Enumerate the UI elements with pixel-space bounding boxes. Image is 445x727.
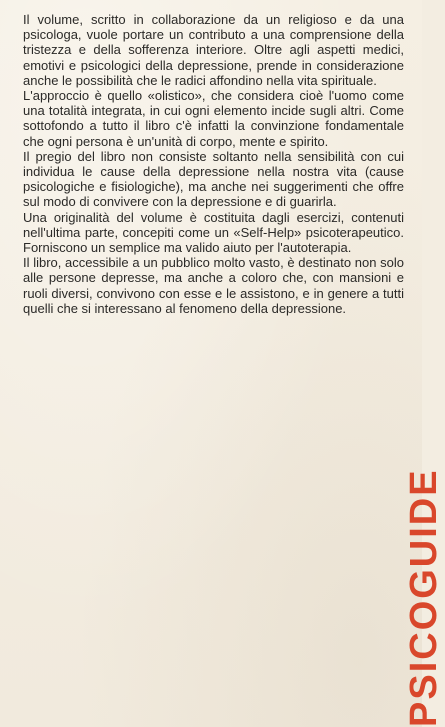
series-logo — [403, 430, 445, 727]
series-name: PSICOGUIDE — [403, 468, 445, 727]
blurb-paragraph-5: Il libro, accessibile a un pubblico molto vasto, è destinato non solo alle persone depresse, ma anche a coloro che, con mansioni e ruoli diversi, convivono con esse e le assistono, e in genere a tutti quelli che si interessano al fenomeno della depressione. — [23, 255, 404, 316]
blurb-paragraph-3: Il pregio del libro non consiste soltanto nella sensibilità con cui individua le cause della depressione nella nostra vita (cause psicologiche e fisiologiche), ma anche nei suggerimenti che offre sul modo di convivere con la depressione e di guarirla. — [23, 148, 404, 210]
blurb-paragraph-4: Una originalità del volume è costituita dagli esercizi, contenuti nell'ultima parte, concepiti come un «Self-Help» psicoterapeutico. Forniscono un semplice ma valido aiuto per l'autoterapia. — [23, 209, 404, 256]
blurb-text — [23, 12, 404, 316]
blurb-paragraph-2: L'approccio è quello «olistico», che considera cioè l'uomo come una totalità integrata, in cui ogni elemento incide sugli altri. Come sottofondo a tutto il libro c'è infatti la convinzione fondamentale che ogni persona è un'unità di corpo, mente e spirito. — [23, 88, 404, 149]
blurb-paragraph-1: Il volume, scritto in collaborazione da un religioso e da una psicologa, vuole portare un contributo a una comprensione della tristezza e della sofferenza interiore. Oltre agli aspetti medici, emotivi e psicologici della depressione, prende in considerazione anche le possibilità che le radici affondino nella vita spirituale. — [23, 12, 404, 88]
